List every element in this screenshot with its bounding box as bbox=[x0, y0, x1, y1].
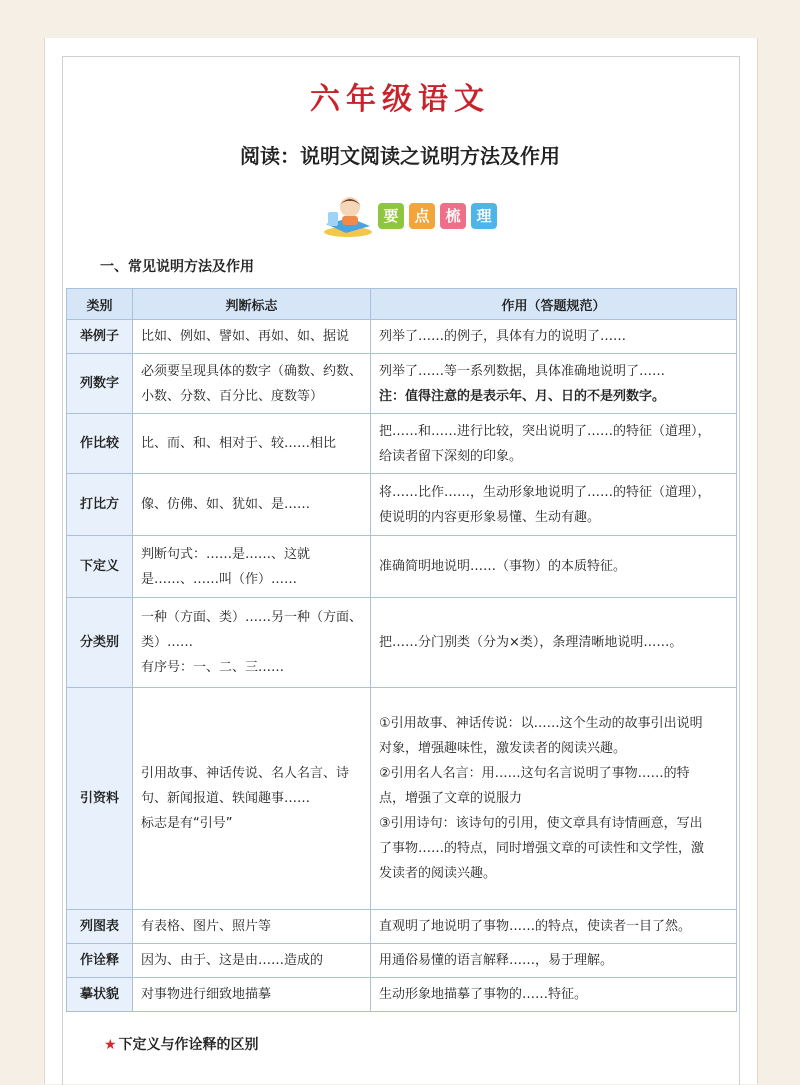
effect-line: 点，增强了文章的说服力 bbox=[379, 791, 523, 806]
method-effect bbox=[371, 474, 737, 536]
badge-tile: 点 bbox=[409, 203, 435, 229]
marker-line: 一种（方面、类）……另一种（方面、 bbox=[141, 610, 363, 625]
method-effect bbox=[371, 944, 737, 978]
marker-line: 标志是有“引号” bbox=[141, 816, 233, 831]
header-markers: 判断标志 bbox=[133, 289, 371, 320]
star-icon: ★ bbox=[104, 1037, 117, 1053]
table-row bbox=[67, 354, 737, 414]
effect-line: 直观明了地说明了事物……的特点，使读者一目了然。 bbox=[379, 919, 692, 934]
table-header-row bbox=[67, 289, 737, 320]
effect-line: 列举了……等一系列数据，具体准确地说明了…… bbox=[379, 363, 666, 379]
marker-line: 比、而、和、相对于、较……相比 bbox=[141, 436, 337, 451]
effect-line: ③引用诗句：该诗句的引用，使文章具有诗情画意，写出 bbox=[379, 816, 703, 831]
badge-tile: 理 bbox=[471, 203, 497, 229]
marker-line: 判断句式：……是……、这就 bbox=[141, 546, 311, 562]
marker-line: 类）…… bbox=[141, 635, 194, 650]
effect-line: 用通俗易懂的语言解释……，易于理解。 bbox=[379, 953, 614, 968]
effect-line: 注：值得注意的是表示年、月、日的不是列数字。 bbox=[379, 388, 666, 404]
table-row bbox=[67, 688, 737, 910]
effect-line: 了事物……的特点，同时增强文章的可读性和文学性，激 bbox=[379, 841, 705, 856]
method-category: 摹状貌 bbox=[67, 978, 133, 1012]
section-heading: 一、常见说明方法及作用 bbox=[100, 259, 254, 275]
effect-line: 给读者留下深刻的印象。 bbox=[379, 448, 523, 464]
method-effect bbox=[371, 536, 737, 598]
marker-line: 对事物进行细致地描摹 bbox=[141, 987, 272, 1002]
effect-line: 生动形象地描摹了事物的……特征。 bbox=[379, 987, 588, 1002]
method-markers bbox=[133, 414, 371, 474]
method-markers bbox=[133, 536, 371, 598]
effect-line: 使说明的内容更形象易懂、生动有趣。 bbox=[379, 509, 601, 525]
method-category: 下定义 bbox=[67, 536, 133, 598]
method-category: 列数字 bbox=[67, 354, 133, 414]
footer-note-text: 下定义与作诠释的区别 bbox=[118, 1037, 259, 1053]
marker-line: 小数、分数、百分比、度数等） bbox=[141, 388, 324, 404]
method-effect bbox=[371, 414, 737, 474]
marker-line: 是……、……叫（作）…… bbox=[141, 571, 298, 587]
method-markers bbox=[133, 598, 371, 688]
footer-note bbox=[104, 1034, 259, 1054]
method-category: 分类别 bbox=[67, 598, 133, 688]
method-markers bbox=[133, 978, 371, 1012]
marker-line: 像、仿佛、如、犹如、是…… bbox=[141, 497, 311, 512]
method-effect bbox=[371, 910, 737, 944]
method-effect bbox=[371, 688, 737, 910]
table-row bbox=[67, 978, 737, 1012]
header-category: 类别 bbox=[67, 289, 133, 320]
marker-line: 必须要呈现具体的数字（确数、约数、 bbox=[141, 363, 363, 379]
marker-line: 比如、例如、譬如、再如、如、据说 bbox=[141, 329, 350, 344]
method-effect bbox=[371, 320, 737, 354]
method-category: 作比较 bbox=[67, 414, 133, 474]
effect-line: 把……和……进行比较，突出说明了……的特征（道理）， bbox=[379, 423, 711, 439]
badge-tile: 梳 bbox=[440, 203, 466, 229]
header-effect: 作用（答题规范） bbox=[371, 289, 737, 320]
marker-line: 引用故事、神话传说、名人名言、诗 bbox=[141, 766, 350, 781]
table-row bbox=[67, 910, 737, 944]
effect-line: ②引用名人名言：用……这句名言说明了事物……的特 bbox=[379, 766, 690, 781]
table-row bbox=[67, 536, 737, 598]
table-row bbox=[67, 474, 737, 536]
method-markers bbox=[133, 320, 371, 354]
methods-table bbox=[66, 288, 737, 1012]
method-category: 引资料 bbox=[67, 688, 133, 910]
effect-line: 将……比作……，生动形象地说明了……的特征（道理）， bbox=[379, 484, 711, 500]
effect-line: ①引用故事、神话传说：以……这个生动的故事引出说明 bbox=[379, 716, 703, 731]
page-subtitle: 阅读：说明文阅读之说明方法及作用 bbox=[240, 144, 560, 168]
table-row bbox=[67, 414, 737, 474]
marker-line: 因为、由于、这是由……造成的 bbox=[141, 953, 324, 968]
method-markers bbox=[133, 688, 371, 910]
effect-line: 把……分门别类（分为×类），条理清晰地说明……。 bbox=[379, 635, 683, 650]
table-row bbox=[67, 320, 737, 354]
method-effect bbox=[371, 978, 737, 1012]
method-effect bbox=[371, 354, 737, 414]
method-category: 作诠释 bbox=[67, 944, 133, 978]
table-row bbox=[67, 944, 737, 978]
method-category: 打比方 bbox=[67, 474, 133, 536]
method-markers bbox=[133, 354, 371, 414]
effect-line: 列举了……的例子，具体有力的说明了…… bbox=[379, 329, 627, 344]
effect-line: 对象，增强趣味性，激发读者的阅读兴趣。 bbox=[379, 741, 627, 756]
method-category: 列图表 bbox=[67, 910, 133, 944]
effect-line: 发读者的阅读兴趣。 bbox=[379, 866, 497, 881]
marker-line: 句、新闻报道、轶闻趣事…… bbox=[141, 791, 311, 806]
method-markers bbox=[133, 910, 371, 944]
method-markers bbox=[133, 474, 371, 536]
badge-tile: 要 bbox=[378, 203, 404, 229]
method-category: 举例子 bbox=[67, 320, 133, 354]
method-effect bbox=[371, 598, 737, 688]
marker-line: 有序号：一、二、三…… bbox=[141, 660, 285, 675]
method-markers bbox=[133, 944, 371, 978]
table-row bbox=[67, 598, 737, 688]
page-title: 六年级语文 bbox=[310, 82, 490, 117]
key-points-badge bbox=[322, 194, 512, 238]
student-reading-icon bbox=[322, 194, 374, 238]
effect-line: 准确简明地说明……（事物）的本质特征。 bbox=[379, 559, 627, 574]
marker-line: 有表格、图片、照片等 bbox=[141, 919, 272, 934]
